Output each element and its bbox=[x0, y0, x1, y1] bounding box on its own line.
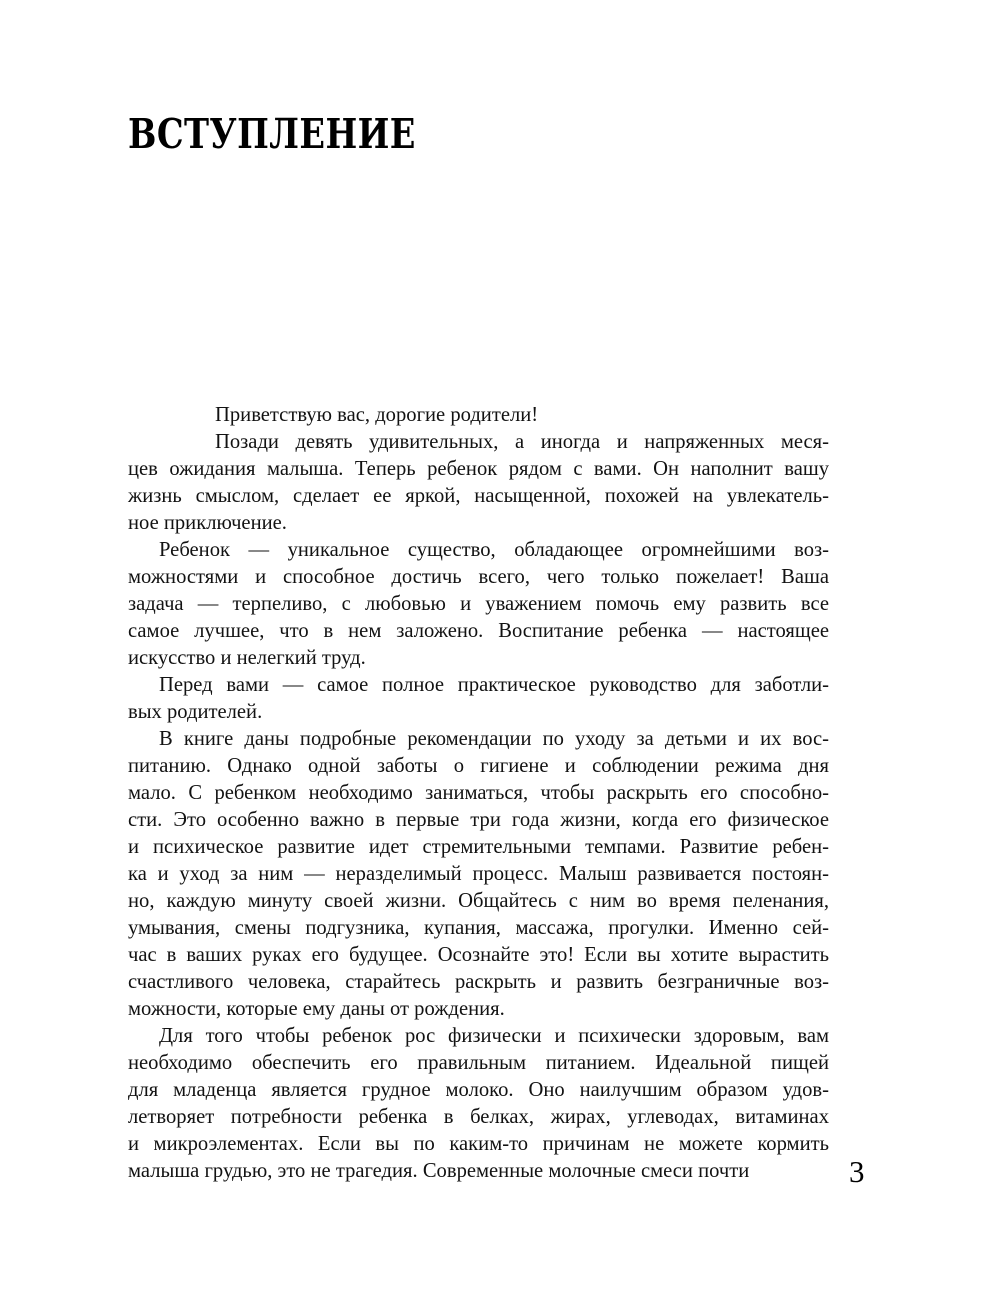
text-line: ное приключение. bbox=[128, 512, 287, 534]
text-line: Ребенок — уникальное существо, обладающее огромнейшими воз- bbox=[159, 539, 829, 561]
text-line: малыша грудью, это не трагедия. Современные молочные смеси почти bbox=[128, 1160, 750, 1182]
text-line: и микроэлементах. Если вы по каким-то причинам не можете кормить bbox=[128, 1133, 829, 1155]
text-line: вых родителей. bbox=[128, 701, 263, 723]
page-number: 3 bbox=[849, 1154, 865, 1189]
text-line: искусство и нелегкий труд. bbox=[128, 647, 366, 669]
text-line: самое лучшее, что в нем заложено. Воспитание ребенка — настоящее bbox=[128, 620, 829, 642]
text-line: необходимо обеспечить его правильным питанием. Идеальной пищей bbox=[128, 1052, 829, 1074]
text-line: Для того чтобы ребенок рос физически и психически здоровым, вам bbox=[159, 1025, 829, 1047]
paragraph bbox=[128, 429, 829, 537]
text-line: цев ожидания малыша. Теперь ребенок рядом с вами. Он наполнит вашу bbox=[128, 458, 829, 480]
text-line: Перед вами — самое полное практическое руководство для заботли- bbox=[159, 674, 829, 696]
paragraph bbox=[128, 402, 829, 429]
text-line: летворяет потребности ребенка в белках, жирах, углеводах, витаминах bbox=[128, 1106, 829, 1128]
text-line: питанию. Однако одной заботы о гигиене и соблюдении режима дня bbox=[128, 755, 829, 777]
text-line: В книге даны подробные рекомендации по уходу за детьми и их вос- bbox=[159, 728, 829, 750]
text-line: можности, которые ему даны от рождения. bbox=[128, 998, 505, 1020]
page-title: ВСТУПЛЕНИЕ bbox=[128, 110, 416, 158]
paragraph bbox=[128, 1023, 829, 1185]
text-line: час в ваших руках его будущее. Осознайте это! Если вы хотите вырастить bbox=[128, 944, 829, 966]
text-line: задача — терпеливо, с любовью и уважением помочь ему развить все bbox=[128, 593, 829, 615]
paragraph bbox=[128, 726, 829, 1023]
text-line: ка и уход за ним — неразделимый процесс. Малыш развивается постоян- bbox=[128, 863, 829, 885]
text-line: мало. С ребенком необходимо заниматься, чтобы раскрыть его способно- bbox=[128, 782, 829, 804]
text-line: счастливого человека, старайтесь раскрыть и развить безграничные воз- bbox=[128, 971, 829, 993]
text-line: но, каждую минуту своей жизни. Общайтесь с ним во время пеленания, bbox=[128, 890, 829, 912]
text-line: для младенца является грудное молоко. Оно наилучшим образом удов- bbox=[128, 1079, 829, 1101]
text-line: жизнь смыслом, сделает ее яркой, насыщенной, похожей на увлекатель- bbox=[128, 485, 829, 507]
text-line: Позади девять удивительных, а иногда и напряженных меся- bbox=[215, 431, 829, 453]
paragraph bbox=[128, 537, 829, 672]
text-line: умывания, смены подгузника, купания, массажа, прогулки. Именно сей- bbox=[128, 917, 829, 939]
paragraph bbox=[128, 672, 829, 726]
text-line: можностями и способное достичь всего, чего только пожелает! Ваша bbox=[128, 566, 829, 588]
text-line: и психическое развитие идет стремительными темпами. Развитие ребен- bbox=[128, 836, 829, 858]
body-text bbox=[128, 402, 829, 1185]
text-line: Приветствую вас, дорогие родители! bbox=[215, 404, 539, 426]
text-line: сти. Это особенно важно в первые три года жизни, когда его физическое bbox=[128, 809, 829, 831]
